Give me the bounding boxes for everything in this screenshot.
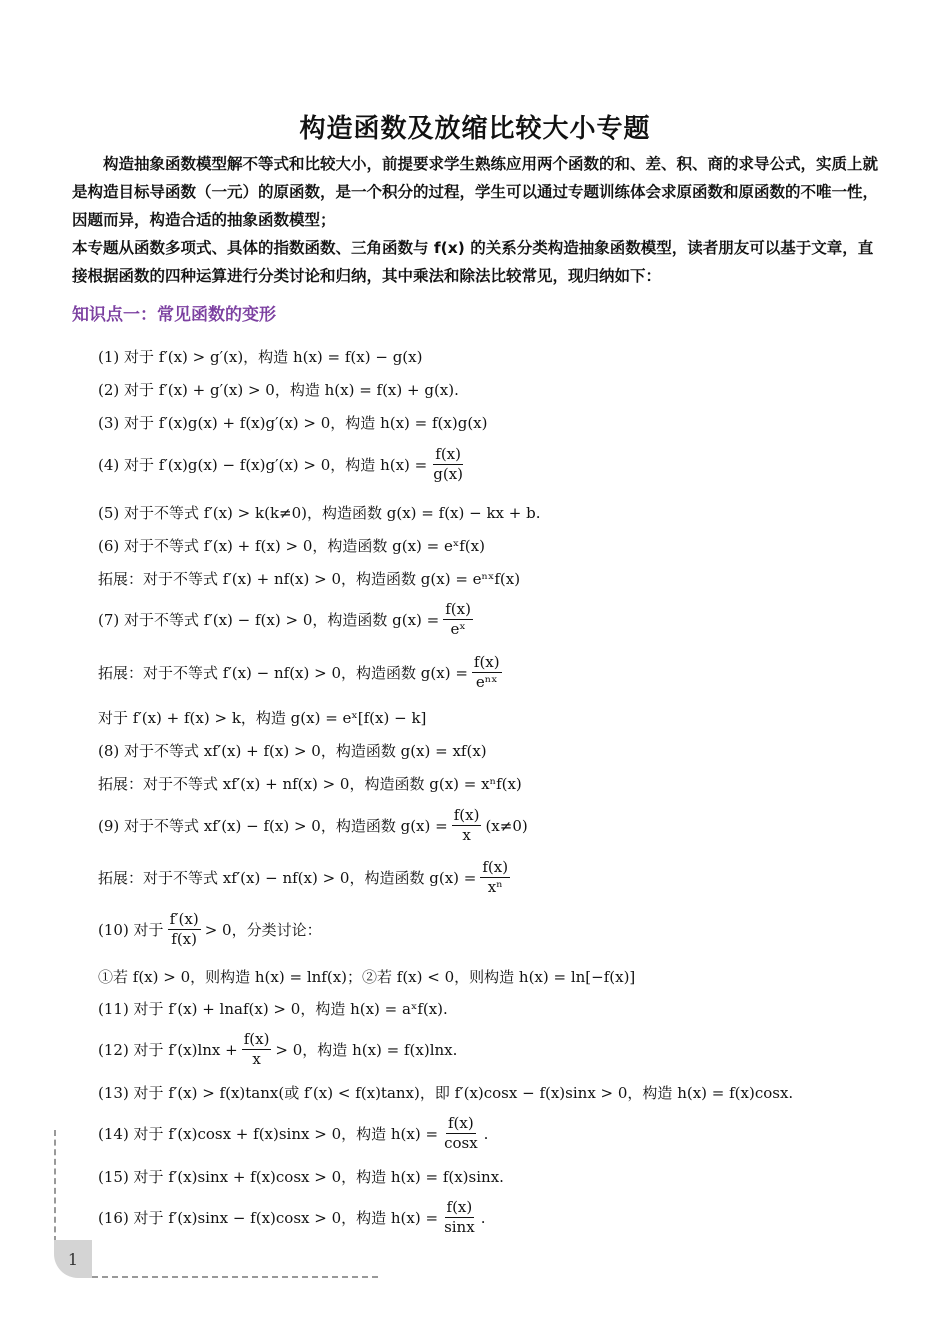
formula-text: . xyxy=(480,1208,486,1227)
fraction xyxy=(452,806,482,845)
formula-text: 拓展：对于不等式 f′(x) − nf(x) > 0，构造函数 g(x) = xyxy=(98,664,468,682)
numerator: f(x) xyxy=(446,1198,473,1216)
formula-text: (16) 对于 f′(x)sinx − f(x)cosx > 0，构造 h(x) = xyxy=(98,1209,439,1227)
numerator: f(x) xyxy=(453,806,480,824)
intro-text xyxy=(72,150,884,290)
formula-item-8: (8) 对于不等式 xf′(x) + f(x) > 0，构造函数 g(x) = xf(x) xyxy=(98,742,487,760)
formula-text: (10) 对于 xyxy=(98,921,164,939)
fraction xyxy=(242,1030,272,1069)
formula-item-7-extension xyxy=(98,653,506,692)
formula-item-7b: 对于 f′(x) + f(x) > k，构造 g(x) = eˣ[f(x) − k] xyxy=(98,709,427,727)
fraction xyxy=(443,600,473,639)
formula-text: (12) 对于 f′(x)lnx + xyxy=(98,1041,238,1059)
formula-text: (9) 对于不等式 xf′(x) − f(x) > 0，构造函数 g(x) = xyxy=(98,817,448,835)
intro-paragraph-2: 本专题从函数多项式、具体的指数函数、三角函数与 f(x) 的关系分类构造抽象函数模型，读者朋友可以基于文章，直接根据函数的四种运算进行分类讨论和归纳，其中乘法和除法比较常见，现归纳如下： xyxy=(72,239,874,285)
formula-item-7 xyxy=(98,600,477,639)
formula-item-8-extension: 拓展：对于不等式 xf′(x) + nf(x) > 0，构造函数 g(x) = xⁿf(x) xyxy=(98,775,522,793)
formula-text: . xyxy=(483,1124,489,1143)
formula-item-3: (3) 对于 f′(x)g(x) + f(x)g′(x) > 0，构造 h(x) = f(x)g(x) xyxy=(98,414,488,432)
margin-dashed-line xyxy=(54,1130,56,1242)
fraction xyxy=(442,1114,480,1153)
denominator: g(x) xyxy=(433,465,464,483)
fraction xyxy=(431,445,465,484)
formula-item-9-extension xyxy=(98,858,514,897)
formula-item-6: (6) 对于不等式 f′(x) + f(x) > 0，构造函数 g(x) = eˣf(x) xyxy=(98,537,485,555)
formula-item-14 xyxy=(98,1114,488,1153)
section-title: 知识点一：常见函数的变形 xyxy=(72,305,276,325)
formula-item-12 xyxy=(98,1030,457,1069)
denominator: f(x) xyxy=(171,930,197,948)
formula-item-10b: ①若 f(x) > 0，则构造 h(x) = lnf(x)；②若 f(x) < 0，则构造 h(x) = ln[−f(x)] xyxy=(98,968,636,986)
formula-text: 拓展：对于不等式 xf′(x) − nf(x) > 0，构造函数 g(x) = xyxy=(98,869,477,887)
denominator: xⁿ xyxy=(487,878,503,896)
denominator: sinx xyxy=(444,1218,475,1236)
formula-text: (4) 对于 f′(x)g(x) − f(x)g′(x) > 0，构造 h(x) = xyxy=(98,456,428,474)
formula-item-16 xyxy=(98,1198,485,1237)
fraction xyxy=(480,858,510,897)
formula-item-5: (5) 对于不等式 f′(x) > k(k≠0)，构造函数 g(x) = f(x) − kx + b. xyxy=(98,504,541,522)
formula-item-4 xyxy=(98,445,469,484)
formula-item-2: (2) 对于 f′(x) + g′(x) > 0，构造 h(x) = f(x) + g(x). xyxy=(98,381,459,399)
formula-text: > 0，分类讨论： xyxy=(204,921,322,939)
intro-paragraph-1: 构造抽象函数模型解不等式和比较大小，前提要求学生熟练应用两个函数的和、差、积、商的求导公式，实质上就是构造目标导函数（一元）的原函数，是一个积分的过程，学生可以通过专题训练体会求原函数和原函数的不唯一性，因题而异，构造合适的抽象函数模型； xyxy=(72,155,879,229)
numerator: f(x) xyxy=(435,445,461,463)
formula-item-9 xyxy=(98,806,528,845)
denominator: x xyxy=(462,826,471,844)
fraction xyxy=(472,653,502,692)
denominator: eⁿˣ xyxy=(475,673,498,691)
page-number: 1 xyxy=(54,1240,92,1278)
formula-item-11: (11) 对于 f′(x) + lnaf(x) > 0，构造 h(x) = aˣf(x). xyxy=(98,1000,448,1018)
numerator: f(x) xyxy=(473,653,500,671)
formula-item-13: (13) 对于 f′(x) > f(x)tanx(或 f′(x) < f(x)tanx)，即 f′(x)cosx − f(x)sinx > 0，构造 h(x) = f(x)cosx. xyxy=(98,1084,794,1102)
fraction xyxy=(168,910,201,949)
formula-text: (7) 对于不等式 f′(x) − f(x) > 0，构造函数 g(x) = xyxy=(98,611,440,629)
formula-item-6-extension: 拓展：对于不等式 f′(x) + nf(x) > 0，构造函数 g(x) = eⁿˣf(x) xyxy=(98,570,521,588)
fraction xyxy=(442,1198,477,1237)
formula-text: (x≠0) xyxy=(485,816,528,835)
formula-text: > 0，构造 h(x) = f(x)lnx. xyxy=(275,1041,458,1059)
numerator: f′(x) xyxy=(169,910,199,928)
formula-item-1: (1) 对于 f′(x) > g′(x)，构造 h(x) = f(x) − g(x) xyxy=(98,348,423,366)
numerator: f(x) xyxy=(448,1114,474,1132)
denominator: cosx xyxy=(444,1134,478,1152)
numerator: f(x) xyxy=(445,600,471,618)
footer-dashed-line xyxy=(92,1276,378,1278)
numerator: f(x) xyxy=(243,1030,270,1048)
denominator: x xyxy=(252,1050,261,1068)
formula-item-15: (15) 对于 f′(x)sinx + f(x)cosx > 0，构造 h(x) = f(x)sinx. xyxy=(98,1168,504,1186)
formula-item-10 xyxy=(98,910,322,949)
denominator: eˣ xyxy=(450,620,466,638)
numerator: f(x) xyxy=(482,858,509,876)
formula-text: (14) 对于 f′(x)cosx + f(x)sinx > 0，构造 h(x) = xyxy=(98,1125,439,1143)
page-title: 构造函数及放缩比较大小专题 xyxy=(299,114,651,144)
